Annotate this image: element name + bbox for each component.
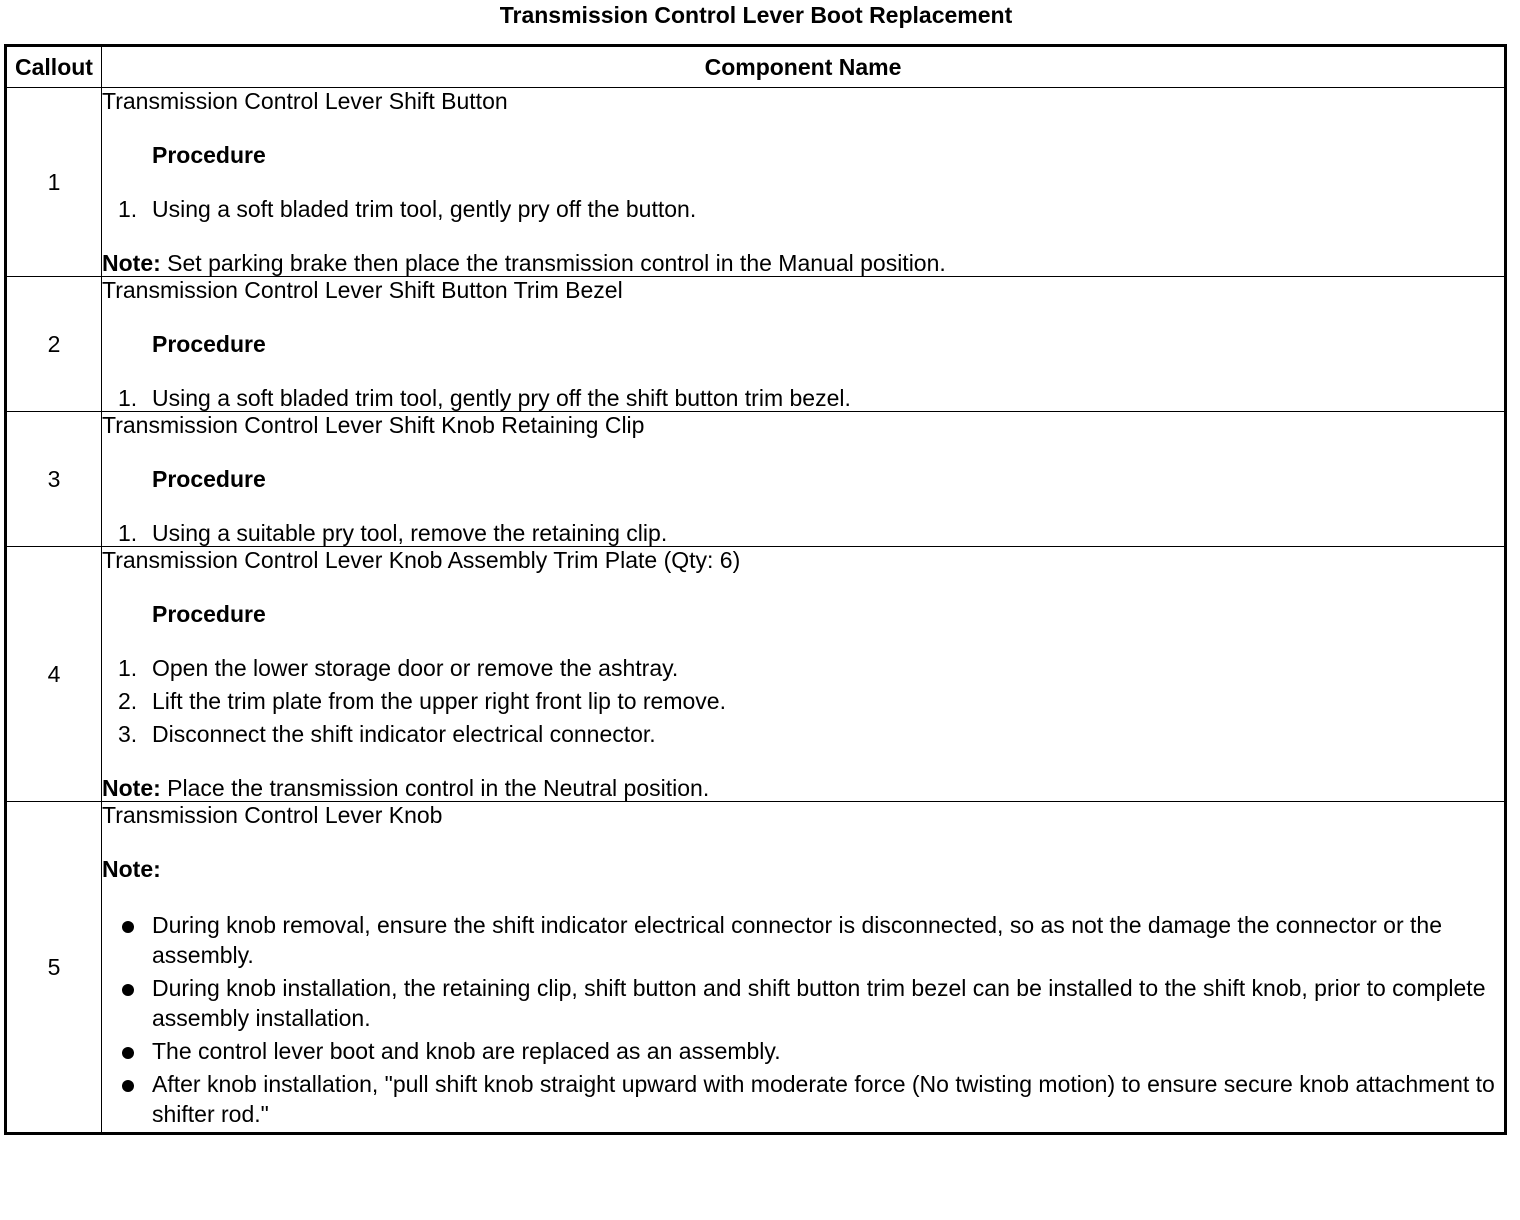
procedure-heading: Procedure bbox=[152, 142, 266, 168]
procedure-steps bbox=[102, 385, 1504, 411]
table-row bbox=[6, 412, 1506, 547]
callout-number: 1 bbox=[6, 88, 102, 277]
procedure-step: 1. Open the lower storage door or remove the ashtray. bbox=[118, 655, 679, 681]
table-row bbox=[6, 547, 1506, 802]
note-label: Note: bbox=[102, 250, 161, 276]
note-label: Note: bbox=[102, 775, 161, 801]
step-text: Using a soft bladed trim tool, gently pry off the shift button trim bezel. bbox=[152, 385, 851, 411]
bullet-dot-icon bbox=[122, 921, 134, 933]
callout-number: 2 bbox=[6, 277, 102, 412]
bullet-text: During knob removal, ensure the shift indicator electrical connector is disconnected, so as not the damage the connector or the assembly. bbox=[152, 912, 1442, 968]
note-text: Place the transmission control in the Neutral position. bbox=[160, 775, 710, 801]
bullet-dot-icon bbox=[122, 1080, 134, 1092]
step-text: Disconnect the shift indicator electrical connector. bbox=[152, 721, 656, 747]
procedure-step: 1. Using a soft bladed trim tool, gently pry off the button. bbox=[118, 196, 697, 222]
step-text: Lift the trim plate from the upper right front lip to remove. bbox=[152, 688, 726, 714]
component-name: Transmission Control Lever Knob Assembly Trim Plate (Qty: 6) bbox=[102, 547, 741, 573]
document-title: Transmission Control Lever Boot Replacement bbox=[499, 2, 1013, 28]
step-text: Using a soft bladed trim tool, gently pry off the button. bbox=[152, 196, 697, 222]
bullet-dot-icon bbox=[122, 1047, 134, 1059]
procedure-step: 3. Disconnect the shift indicator electrical connector. bbox=[118, 721, 656, 747]
note bbox=[102, 250, 1504, 276]
component-cell bbox=[102, 547, 1506, 802]
component-cell bbox=[102, 802, 1506, 1134]
procedure-steps bbox=[102, 520, 1504, 546]
component-cell bbox=[102, 88, 1506, 277]
procedure-step: 1. Using a soft bladed trim tool, gently pry off the shift button trim bezel. bbox=[118, 385, 851, 411]
bullet-item bbox=[102, 973, 1504, 1033]
procedure-heading: Procedure bbox=[152, 601, 266, 627]
procedure-heading: Procedure bbox=[152, 466, 266, 492]
component-table bbox=[4, 44, 1507, 1135]
bullet-text: The control lever boot and knob are replaced as an assembly. bbox=[152, 1038, 781, 1064]
table-header-row bbox=[6, 46, 1506, 88]
table-row bbox=[6, 277, 1506, 412]
component-cell bbox=[102, 412, 1506, 547]
bullet-item bbox=[102, 1036, 1504, 1066]
note-text: Set parking brake then place the transmission control in the Manual position. bbox=[160, 250, 946, 276]
procedure-heading: Procedure bbox=[152, 331, 266, 357]
bullet-dot-icon bbox=[122, 984, 134, 996]
note-heading: Note: bbox=[102, 856, 161, 882]
component-name-header: Component Name bbox=[102, 46, 1506, 88]
bullet-item bbox=[102, 1069, 1504, 1129]
component-name: Transmission Control Lever Shift Knob Retaining Clip bbox=[102, 412, 645, 438]
procedure-step: 2. Lift the trim plate from the upper right front lip to remove. bbox=[118, 688, 726, 714]
bullet-text: During knob installation, the retaining clip, shift button and shift button trim bezel can be installed to the shift knob, prior to complete assembly installation. bbox=[152, 975, 1486, 1031]
step-text: Using a suitable pry tool, remove the retaining clip. bbox=[152, 520, 668, 546]
procedure-steps bbox=[102, 655, 1504, 747]
note-bullets bbox=[102, 910, 1504, 1129]
procedure-step: 1. Using a suitable pry tool, remove the retaining clip. bbox=[118, 520, 668, 546]
callout-number: 3 bbox=[6, 412, 102, 547]
callout-number: 5 bbox=[6, 802, 102, 1134]
bullet-text: After knob installation, "pull shift knob straight upward with moderate force (No twisting motion) to ensure secure knob attachment to shifter rod." bbox=[152, 1071, 1495, 1127]
table-row bbox=[6, 802, 1506, 1134]
component-name: Transmission Control Lever Knob bbox=[102, 802, 443, 828]
procedure-steps bbox=[102, 196, 1504, 222]
table-row bbox=[6, 88, 1506, 277]
component-name: Transmission Control Lever Shift Button bbox=[102, 88, 508, 114]
callout-number: 4 bbox=[6, 547, 102, 802]
step-text: Open the lower storage door or remove the ashtray. bbox=[152, 655, 679, 681]
callout-header: Callout bbox=[6, 46, 102, 88]
component-cell bbox=[102, 277, 1506, 412]
bullet-item bbox=[102, 910, 1504, 970]
component-name: Transmission Control Lever Shift Button Trim Bezel bbox=[102, 277, 623, 303]
note bbox=[102, 775, 1504, 801]
